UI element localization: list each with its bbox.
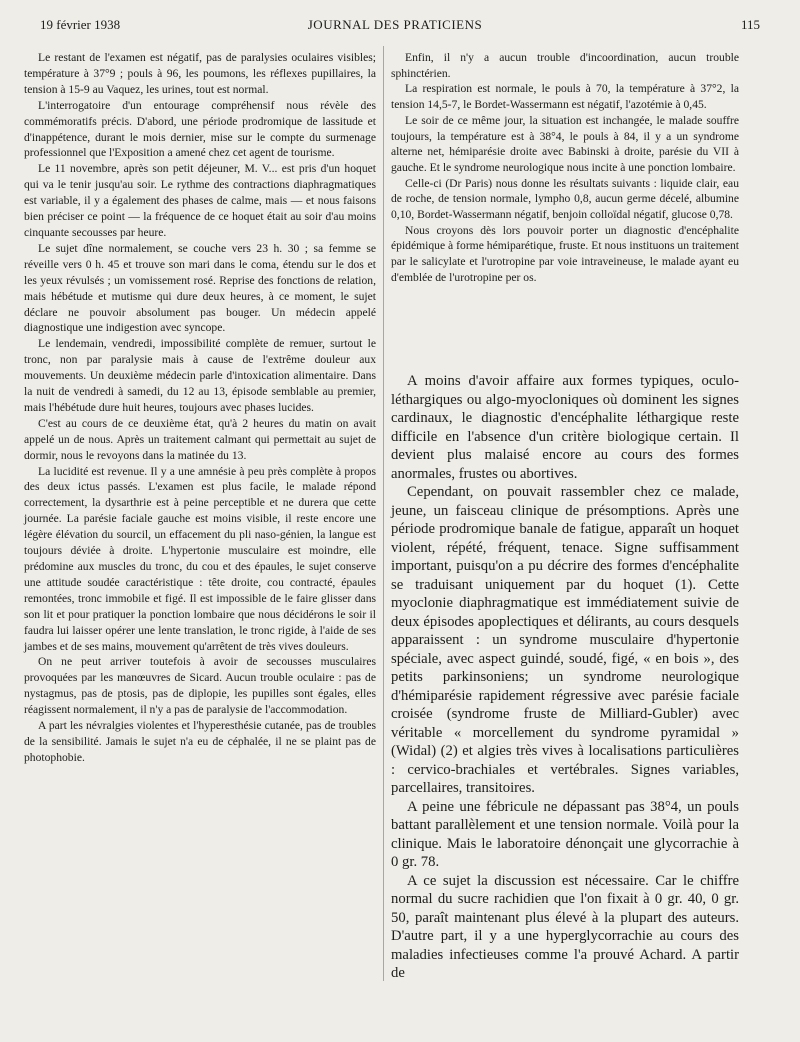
paragraph: La respiration est normale, le pouls à 70, la température à 37°2, la tension 14,5-7, le Bordet-Wassermann est négatif, l'azotémie à 0,45. bbox=[391, 82, 739, 112]
header-journal-title: JOURNAL DES PRATICIENS bbox=[307, 17, 483, 32]
paragraph: A ce sujet la discussion est nécessaire. Car le chiffre normal du sucre rachidien que l'on fixait à 0 gr. 40, 0 gr. 50, paraît maintenant plus élevé à la plupart des auteurs. D'autre part, il y a une hyperglycorrachie au cours des maladies infectieuses comme l'a prouvé Achard. A partir de bbox=[391, 872, 739, 981]
paragraph: Celle-ci (Dr Paris) nous donne les résultats suivants : liquide clair, eau de roche, de tension normale, lympho 0,8, aucun germe décelé, albumine 0,10, Bordet-Wassermann négatif, benjoin colloïdal négatif, glucose 0,78. bbox=[391, 176, 739, 222]
paragraph: La lucidité est revenue. Il y a une amnésie à peu près complète à propos des deux ictus passés. L'examen est plus facile, le malade répond correctement, la dysarthrie est à peine perceptible et ne durera que cette journée. La parésie faciale gauche est moins visible, il reste encore une légère élévation du sourcil, un effacement du pli naso-génien, la langue est toujours déviée à droite. L'hypertonie musculaire est moindre, elle prédomine aux muscles du tronc, du cou et des épaules, le sujet conserve une attitude soudée caractéristique : tête droite, cou contracté, épaules remontées, tronc immobile et figé. Il est impossible de le faire glisser dans son lit et pour pratiquer la ponction lombaire que nous décidérons le soir il faudra lui laisser opérer une lente translation, le tronc rigide, à l'aide de ses jambes et de ses mains, mouvement qu'arrêtent de très vives douleurs. bbox=[24, 464, 376, 653]
paragraph: Cependant, on pouvait rassembler chez ce malade, jeune, un faisceau clinique de présomptions. Après une période prodromique banale de fatigue, apparaît un hoquet violent, répété, fréquent, tenace. Signe suffisamment important, puisqu'on a pu décrire des formes d'encéphalite se traduisant uniquement par du hoquet (1). Cette myoclonie diaphragmatique est immédiatement suivie de deux épisodes apoplectiques et délirants, au cours desquels apparaissent : un syndrome musculaire d'hypertonie spéciale, avec aspect guindé, soudé, figé, « en bois », des petits parkinsoniens; un syndrome neurologique d'hémiparésie rapidement régressive avec parésie faciale croisée (syndrome fruste de Milliard-Gubler) avec véritable « morcellement du syndrome pyramidal » (Widal) (2) et algies très vives à localisations particulières : cervico-brachiales et vertébrales. Signes variables, parcellaires, transitoires. bbox=[391, 484, 739, 796]
paragraph: Le lendemain, vendredi, impossibilité complète de remuer, surtout le tronc, non par paralysie mais à cause de l'extrême douleur aux mouvements. Un deuxième médecin parle d'intoxication alimentaire. Dans la nuit de vendredi à samedi, du 12 au 13, épisode semblable au premier, mais l'hébétude dure huit heures, toujours avec phases lucides. bbox=[24, 337, 376, 414]
paragraph: C'est au cours de ce deuxième état, qu'à 2 heures du matin on avait appelé un de nous. Après un traitement calmant qui permettait au sujet de dormir, nous le revoyons dans la matinée du 13. bbox=[24, 416, 376, 462]
paragraph: A part les névralgies violentes et l'hyperesthésie cutanée, pas de troubles de la sensibilité. Jamais le sujet n'a eu de céphalée, il ne se plaint pas de photophobie. bbox=[24, 719, 376, 764]
paragraph: L'interrogatoire d'un entourage compréhensif nous révèle des commémoratifs précis. D'abord, une période prodromique de lassitude et d'inappétence, durant le mois dernier, mise sur le compte du surmenage professionnel que l'Exposition a amené chez cet agent de tourisme. bbox=[24, 98, 376, 160]
header-date: 19 février 1938 bbox=[40, 17, 121, 32]
right-column-case-report bbox=[391, 50, 739, 286]
paragraph: On ne peut arriver toutefois à avoir de secousses musculaires provoquées par les manœuvres de Sicard. Aucun trouble oculaire : pas de nystagmus, pas de ptosis, pas de diplopie, les pupilles sont égales, elles réagissent normalement, il n'y a pas de paralysie de l'accommodation. bbox=[24, 655, 376, 717]
paragraph: Enfin, il n'y a aucun trouble d'incoordination, aucun trouble sphinctérien. bbox=[391, 51, 739, 80]
paragraph: Le soir de ce même jour, la situation est inchangée, le malade souffre toujours, la température est à 38°4, le pouls à 84, il y a un syndrome alterne net, hémiparésie droite avec Babinski à droite, parésie du VII à gauche. Et le syndrome neurologique nous incite à une ponction lombaire. bbox=[391, 113, 739, 174]
page-header bbox=[30, 17, 760, 39]
paragraph: Le 11 novembre, après son petit déjeuner, M. V... est pris d'un hoquet qui va le tenir jusqu'au soir. Le rythme des contractions diaphragmatiques est variable, il y a également des phases de calme, mais — et nous faisons bien préciser ce point — la fréquence de ce hoquet était au soir d'au moins cinquante secousses par heure. bbox=[24, 162, 376, 239]
right-column-discussion bbox=[391, 372, 739, 983]
paragraph: A moins d'avoir affaire aux formes typiques, oculo-léthargiques ou algo-myocloniques où dominent les signes cardinaux, le diagnostic d'encéphalite léthargique reste difficile en l'absence d'un critère biologique certain. Il devient plus malaisé encore au cours des formes anormales, frustes ou abortives. bbox=[391, 373, 739, 482]
left-column bbox=[24, 50, 376, 766]
paragraph: Le restant de l'examen est négatif, pas de paralysies oculaires visibles; température à 37°9 ; pouls à 96, les poumons, les réflexes pupillaires, la tension à 15-9 au Vaquez, les urines, tout est normal. bbox=[24, 51, 376, 96]
paragraph: Nous croyons dès lors pouvoir porter un diagnostic d'encéphalite épidémique à forme hémiparétique, fruste. Et nous instituons un traitement par le salicylate et l'urotropine par voie intraveineuse, le malade ayant eu d'emblée de l'urotropine per os. bbox=[391, 223, 739, 284]
paragraph: Le sujet dîne normalement, se couche vers 23 h. 30 ; sa femme se réveille vers 0 h. 45 et trouve son mari dans le coma, étendu sur le dos et les yeux révulsés ; un vomissement rosé. Reprise des fonctions de relation, mais hébétude et mutisme qui dure deux heures, à ce moment, le sujet déclare ne pouvoir absolument pas bouger. Un médecin appelé diagnostique une indigestion avec syncope. bbox=[24, 241, 376, 335]
paragraph: A peine une fébricule ne dépassant pas 38°4, un pouls battant parallèlement et une tension normale. Voilà pour la clinique. Mais le laboratoire dénonçait une glycorrachie à 0 gr. 78. bbox=[391, 798, 739, 870]
header-page-number: 115 bbox=[740, 17, 760, 32]
column-divider bbox=[383, 46, 384, 981]
